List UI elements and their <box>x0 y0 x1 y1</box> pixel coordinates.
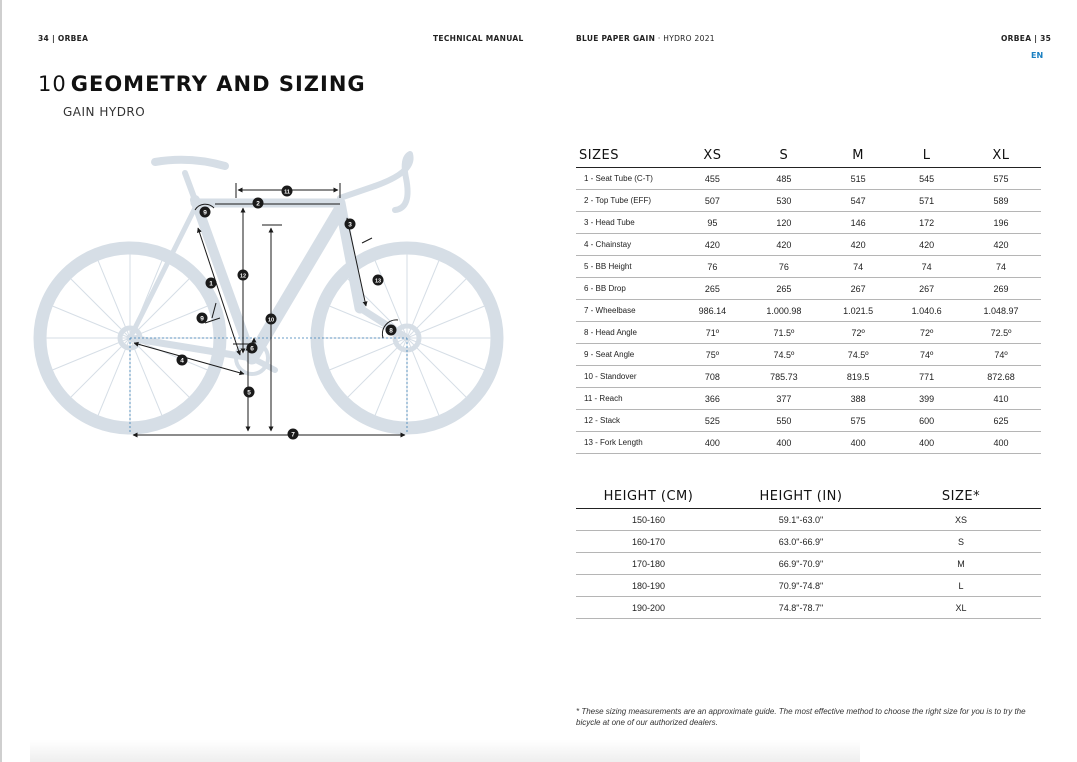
table-cell: 74.5º <box>824 344 893 366</box>
table-cell: 400 <box>744 432 824 454</box>
table-row <box>576 410 1041 432</box>
marker-label: 3 <box>348 221 352 229</box>
left-section-header: TECHNICAL MANUAL <box>433 34 524 43</box>
table-cell: 571 <box>892 190 961 212</box>
row-label: 10 - Standover <box>576 366 681 388</box>
table-cell: 819.5 <box>824 366 893 388</box>
marker-9 <box>197 313 208 324</box>
header-height-cm: HEIGHT (CM) <box>576 484 721 509</box>
table-row <box>576 234 1041 256</box>
marker-4 <box>177 355 188 366</box>
marker-6 <box>247 343 258 354</box>
table-cell: 95 <box>681 212 744 234</box>
table-cell: 74º <box>892 344 961 366</box>
row-label: 12 - Stack <box>576 410 681 432</box>
table-cell: 1.021.5 <box>824 300 893 322</box>
marker-label: 11 <box>284 189 290 196</box>
header-xs: XS <box>681 143 744 168</box>
header-height-in: HEIGHT (IN) <box>721 484 881 509</box>
marker-label: 9 <box>203 209 207 217</box>
marker-7 <box>288 429 299 440</box>
doc-title-thin: · HYDRO 2021 <box>655 34 715 43</box>
table-row <box>576 300 1041 322</box>
table-cell: 120 <box>744 212 824 234</box>
table-cell: 74º <box>961 344 1041 366</box>
marker-label: 8 <box>389 327 393 335</box>
table-cell: 485 <box>744 168 824 190</box>
marker-13 <box>373 275 384 286</box>
row-label: 9 - Seat Angle <box>576 344 681 366</box>
table-cell: 72.5º <box>961 322 1041 344</box>
header-s: S <box>744 143 824 168</box>
table-cell: 525 <box>681 410 744 432</box>
table-cell: 74 <box>892 256 961 278</box>
table-cell: 399 <box>892 388 961 410</box>
table-cell: 515 <box>824 168 893 190</box>
marker-label: 12 <box>239 273 247 280</box>
sizing-header-row <box>576 484 1041 509</box>
marker-9 <box>200 207 211 218</box>
table-cell: XS <box>881 509 1041 531</box>
marker-label: 5 <box>247 389 251 397</box>
sizing-table-body <box>576 509 1041 619</box>
marker-label: 4 <box>180 357 184 365</box>
marker-12 <box>238 270 249 281</box>
table-cell: 400 <box>824 432 893 454</box>
geometry-header-row <box>576 143 1041 168</box>
table-cell: 1.048.97 <box>961 300 1041 322</box>
marker-1 <box>206 278 217 289</box>
table-cell: 420 <box>961 234 1041 256</box>
row-label: 11 - Reach <box>576 388 681 410</box>
table-cell: 547 <box>824 190 893 212</box>
table-row <box>576 168 1041 190</box>
table-cell: 59.1"-63.0" <box>721 509 881 531</box>
table-cell: 785.73 <box>744 366 824 388</box>
table-cell: 267 <box>824 278 893 300</box>
table-cell: 74.5º <box>744 344 824 366</box>
right-page-number: ORBEA | 35 <box>1001 34 1052 43</box>
row-label: 5 - BB Height <box>576 256 681 278</box>
table-cell: 530 <box>744 190 824 212</box>
marker-label: 7 <box>291 431 295 439</box>
header-size: SIZE* <box>881 484 1041 509</box>
table-cell: 265 <box>681 278 744 300</box>
table-cell: 74 <box>961 256 1041 278</box>
table-cell: 74 <box>824 256 893 278</box>
marker-label: 6 <box>250 345 254 353</box>
marker-label: 9 <box>200 315 204 323</box>
table-row <box>576 366 1041 388</box>
table-cell: 71.5º <box>744 322 824 344</box>
table-row <box>576 432 1041 454</box>
table-row <box>576 509 1041 531</box>
section-subtitle: GAIN HYDRO <box>63 105 146 119</box>
section-title-text: GEOMETRY AND SIZING <box>70 72 366 96</box>
table-cell: S <box>881 531 1041 553</box>
table-cell: 1.000.98 <box>744 300 824 322</box>
table-cell: M <box>881 553 1041 575</box>
table-cell: 75º <box>681 344 744 366</box>
page-shadow <box>30 740 860 762</box>
table-cell: 72º <box>892 322 961 344</box>
table-cell: 388 <box>824 388 893 410</box>
table-cell: 575 <box>824 410 893 432</box>
table-row <box>576 190 1041 212</box>
section-title <box>38 72 366 96</box>
table-cell: 66.9"-70.9" <box>721 553 881 575</box>
table-cell: 269 <box>961 278 1041 300</box>
row-label: 1 - Seat Tube (C-T) <box>576 168 681 190</box>
row-label: 4 - Chainstay <box>576 234 681 256</box>
table-cell: 575 <box>961 168 1041 190</box>
table-cell: 589 <box>961 190 1041 212</box>
row-label: 7 - Wheelbase <box>576 300 681 322</box>
row-label: 13 - Fork Length <box>576 432 681 454</box>
language-tag: EN <box>1031 51 1044 60</box>
table-cell: 190-200 <box>576 597 721 619</box>
table-cell: XL <box>881 597 1041 619</box>
bike-silhouette <box>40 154 497 428</box>
height-size-table <box>576 484 1041 619</box>
table-cell: 76 <box>681 256 744 278</box>
table-row <box>576 212 1041 234</box>
table-cell: 625 <box>961 410 1041 432</box>
table-cell: 872.68 <box>961 366 1041 388</box>
table-cell: 400 <box>961 432 1041 454</box>
table-cell: 170-180 <box>576 553 721 575</box>
marker-2 <box>253 198 264 209</box>
table-cell: 150-160 <box>576 509 721 531</box>
table-cell: 196 <box>961 212 1041 234</box>
table-cell: 72º <box>824 322 893 344</box>
table-row <box>576 344 1041 366</box>
bike-geometry-diagram <box>30 148 510 448</box>
table-cell: 377 <box>744 388 824 410</box>
marker-3 <box>345 219 356 230</box>
table-row <box>576 531 1041 553</box>
table-cell: 63.0"-66.9" <box>721 531 881 553</box>
table-row <box>576 553 1041 575</box>
left-page-number: 34 | ORBEA <box>38 34 89 43</box>
table-cell: 265 <box>744 278 824 300</box>
page-edge <box>0 0 2 762</box>
table-row <box>576 575 1041 597</box>
doc-title-bold: BLUE PAPER GAIN <box>576 34 656 43</box>
table-cell: 550 <box>744 410 824 432</box>
marker-label: 2 <box>256 200 260 208</box>
row-label: 6 - BB Drop <box>576 278 681 300</box>
header-l: L <box>892 143 961 168</box>
marker-label: 13 <box>374 278 382 285</box>
table-cell: 146 <box>824 212 893 234</box>
table-cell: 420 <box>824 234 893 256</box>
table-cell: 545 <box>892 168 961 190</box>
geometry-table <box>576 143 1041 454</box>
table-cell: 400 <box>892 432 961 454</box>
table-cell: 420 <box>681 234 744 256</box>
section-number: 10 <box>38 72 67 96</box>
table-row <box>576 278 1041 300</box>
table-cell: L <box>881 575 1041 597</box>
marker-10 <box>266 314 277 325</box>
marker-label: 1 <box>209 280 213 288</box>
table-row <box>576 597 1041 619</box>
sizing-footnote: * These sizing measurements are an approximate guide. The most effective method to choose the right size for you is to try the bicycle at one of our authorized dealers. <box>576 707 1026 727</box>
row-label: 3 - Head Tube <box>576 212 681 234</box>
row-label: 2 - Top Tube (EFF) <box>576 190 681 212</box>
table-cell: 455 <box>681 168 744 190</box>
table-cell: 180-190 <box>576 575 721 597</box>
table-cell: 76 <box>744 256 824 278</box>
table-cell: 70.9"-74.8" <box>721 575 881 597</box>
marker-label: 10 <box>267 317 275 324</box>
table-cell: 600 <box>892 410 961 432</box>
table-cell: 366 <box>681 388 744 410</box>
marker-8 <box>386 325 397 336</box>
table-cell: 420 <box>892 234 961 256</box>
document-title-header <box>576 34 715 43</box>
table-row <box>576 388 1041 410</box>
table-row <box>576 256 1041 278</box>
table-cell: 507 <box>681 190 744 212</box>
row-label: 8 - Head Angle <box>576 322 681 344</box>
table-cell: 420 <box>744 234 824 256</box>
marker-5 <box>244 387 255 398</box>
table-cell: 708 <box>681 366 744 388</box>
header-xl: XL <box>961 143 1041 168</box>
table-cell: 986.14 <box>681 300 744 322</box>
table-cell: 71º <box>681 322 744 344</box>
header-sizes: SIZES <box>576 143 681 168</box>
table-cell: 74.8"-78.7" <box>721 597 881 619</box>
header-m: M <box>824 143 893 168</box>
table-row <box>576 322 1041 344</box>
table-cell: 172 <box>892 212 961 234</box>
table-cell: 267 <box>892 278 961 300</box>
table-cell: 410 <box>961 388 1041 410</box>
marker-11 <box>282 186 293 197</box>
table-cell: 160-170 <box>576 531 721 553</box>
table-cell: 1.040.6 <box>892 300 961 322</box>
table-cell: 400 <box>681 432 744 454</box>
geometry-table-body <box>576 168 1041 454</box>
table-cell: 771 <box>892 366 961 388</box>
